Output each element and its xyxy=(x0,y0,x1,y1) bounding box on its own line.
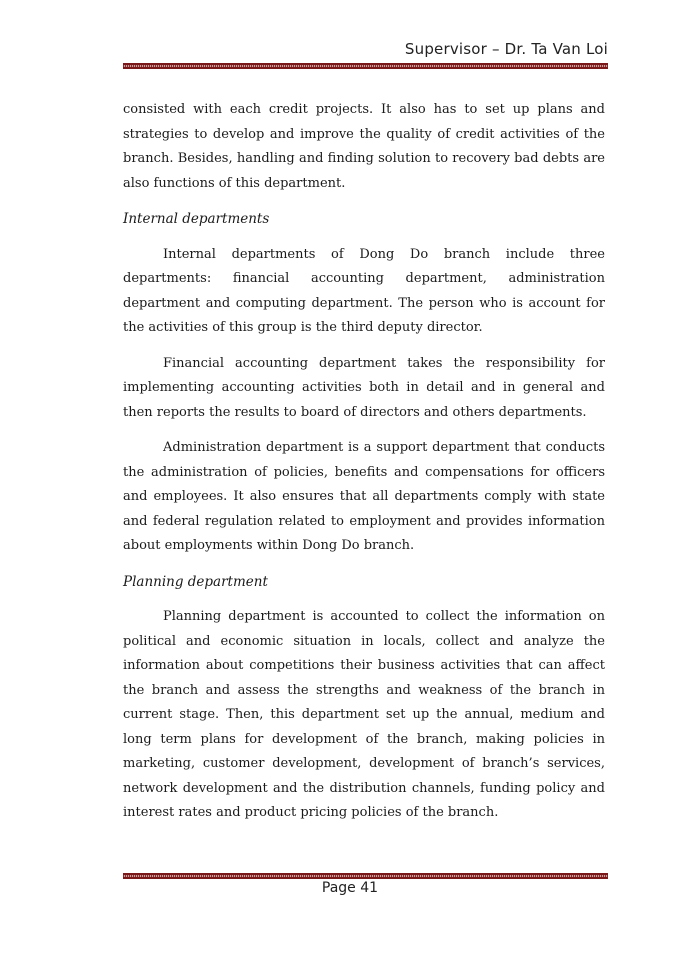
paragraph-planning: Planning department is accounted to collect the information on political and economic situation in locals, collect and analyze the information about competitions their business activities that can affect the branch and assess the strengths and weakness of the branch in current stage. Then, this department set up the annual, medium and long term plans for development of the branch, making policies in marketing, customer development, development of branch’s services, network development and the distribution channels, funding policy and interest rates and product pricing policies of the branch. xyxy=(123,609,605,820)
section-heading-internal-departments: Internal departments xyxy=(123,211,270,227)
paragraph-financial-accounting: Financial accounting department takes the responsibility for implementing accounting activities both in detail and in general and then reports the results to board of directors and others departments. xyxy=(123,355,605,420)
paragraph-internal-departments: Internal departments of Dong Do branch include three departments: financial accounting department, administration department and computing department. The person who is account for the activities of this group is the third deputy director. xyxy=(123,246,605,335)
paragraph-credit-continued: consisted with each credit projects. It also has to set up plans and strategies to develop and improve the quality of credit activities of the branch. Besides, handling and finding solution to recovery bad debts are also functions of this department. xyxy=(123,102,605,191)
page-number: Page 41 xyxy=(321,880,379,896)
running-header: Supervisor – Dr. Ta Van Loi xyxy=(404,40,608,58)
paragraph-administration: Administration department is a support department that conducts the administration of policies, benefits and compensations for officers and employees. It also ensures that all departments comply with state and federal regulation related to employment and provides information about employments within Dong Do branch. xyxy=(123,440,605,553)
footer-divider xyxy=(123,873,608,879)
section-heading-planning-department: Planning department xyxy=(123,573,268,590)
header-divider xyxy=(123,63,608,69)
page-body xyxy=(123,98,605,837)
